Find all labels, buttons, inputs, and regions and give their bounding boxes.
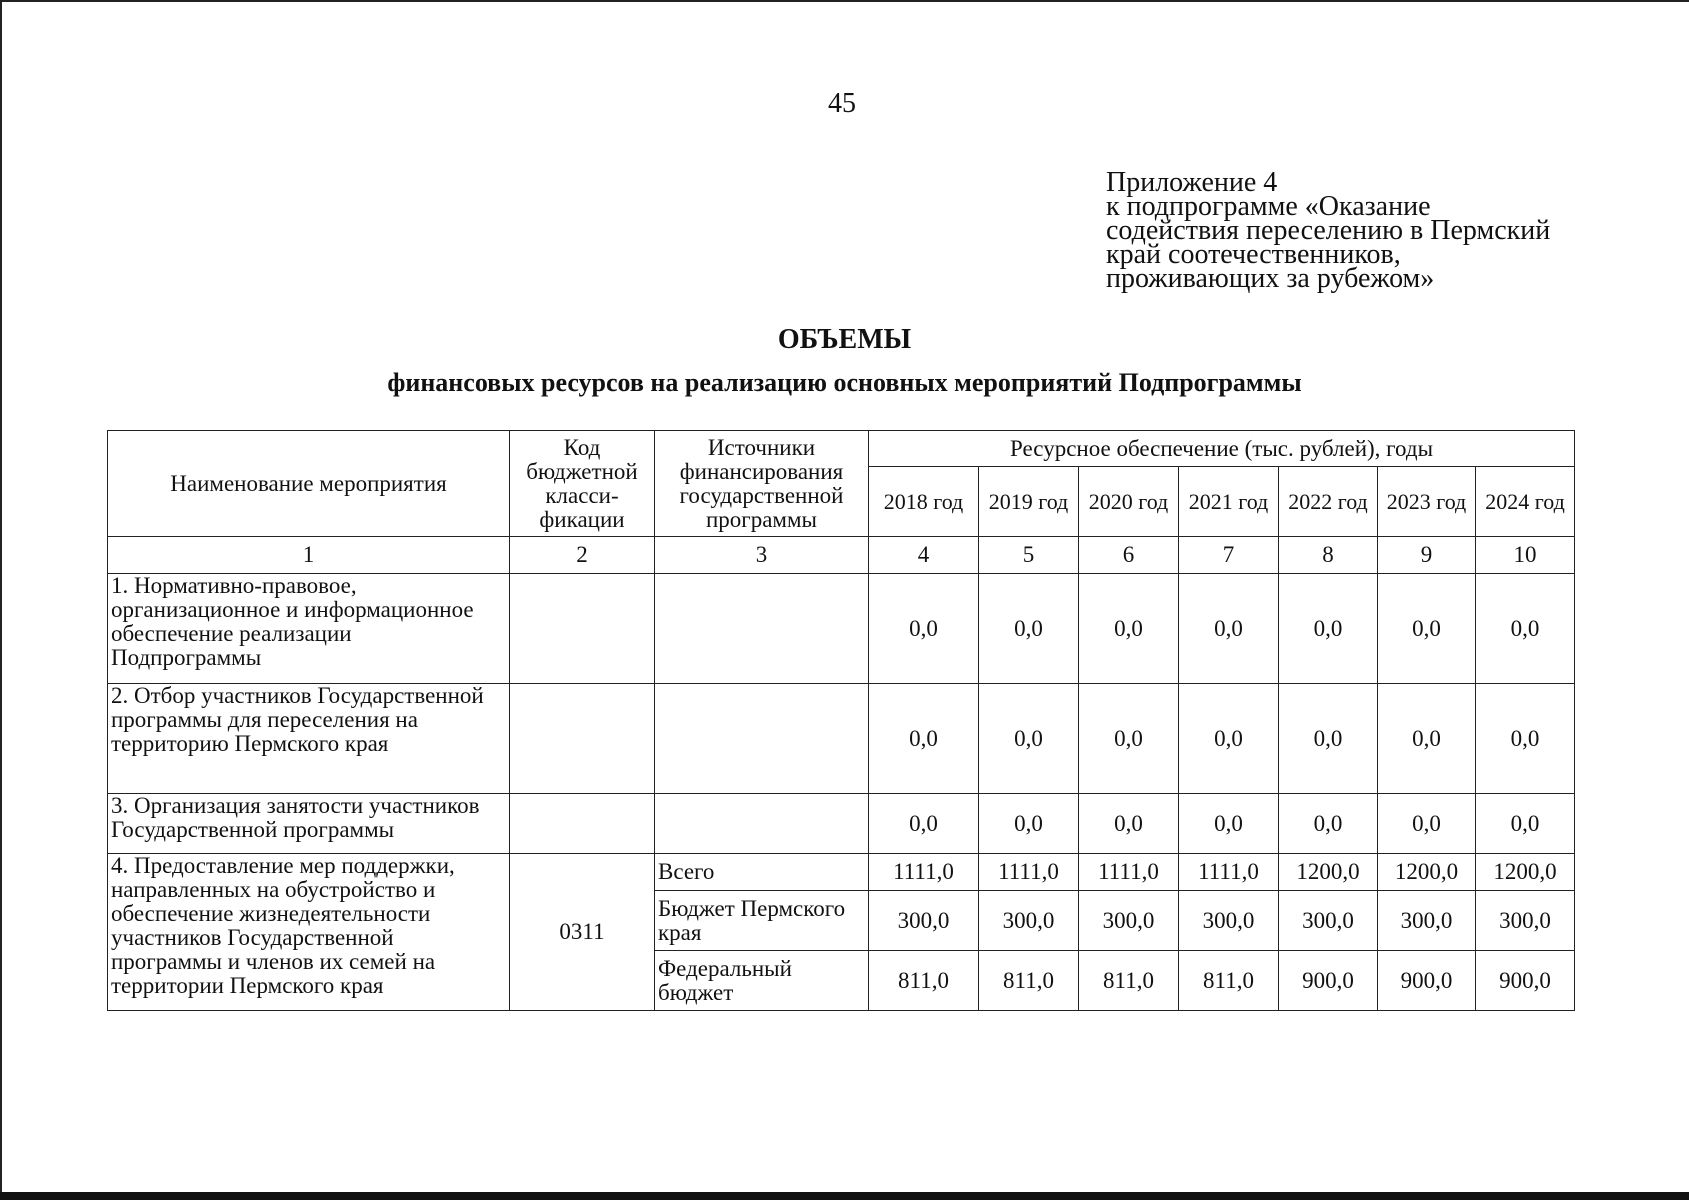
- value-cell: 0,0: [869, 684, 979, 794]
- value-cell: 0,0: [979, 684, 1079, 794]
- column-number: 4: [869, 537, 979, 574]
- value-cell: 811,0: [869, 951, 979, 1011]
- column-number: 10: [1476, 537, 1575, 574]
- value-cell: 0,0: [979, 794, 1079, 854]
- value-cell: 0,0: [1179, 574, 1279, 684]
- header-year: 2024 год: [1476, 467, 1575, 537]
- document-title: ОБЪЕМЫ: [777, 324, 912, 355]
- value-cell: 0,0: [1378, 684, 1476, 794]
- header-year: 2022 год: [1279, 467, 1378, 537]
- value-cell: 0,0: [869, 794, 979, 854]
- budget-code: [510, 794, 655, 854]
- activity-name: 4. Предоставление мер поддержки, направленных на обустройство и обеспечение жизнедеятельности участников Государственной программы и членов их семей на территории Пермского края: [108, 854, 510, 1011]
- value-cell: 300,0: [1179, 891, 1279, 951]
- value-cell: 0,0: [1279, 794, 1378, 854]
- column-number: 8: [1279, 537, 1378, 574]
- funding-source: Федеральный бюджет: [655, 951, 869, 1011]
- table-row: [108, 794, 1575, 854]
- value-cell: 300,0: [1476, 891, 1575, 951]
- table-row: [108, 574, 1575, 684]
- activity-name: 3. Организация занятости участников Государственной программы: [108, 794, 510, 854]
- value-cell: 1111,0: [1079, 854, 1179, 891]
- value-cell: 0,0: [1079, 794, 1179, 854]
- value-cell: 300,0: [1378, 891, 1476, 951]
- value-cell: 0,0: [1179, 794, 1279, 854]
- column-number: 2: [510, 537, 655, 574]
- value-cell: 300,0: [1279, 891, 1378, 951]
- funding-source: [655, 794, 869, 854]
- budget-code: [510, 574, 655, 684]
- value-cell: 300,0: [979, 891, 1079, 951]
- financial-resources-table: [107, 430, 1575, 1011]
- value-cell: 0,0: [1279, 574, 1378, 684]
- appendix-line: Приложение 4: [1106, 167, 1278, 198]
- value-cell: 0,0: [1279, 684, 1378, 794]
- scan-edge-top: [0, 0, 1689, 2]
- budget-code: 0311: [510, 854, 655, 1011]
- header-year: 2023 год: [1378, 467, 1476, 537]
- column-number: 5: [979, 537, 1079, 574]
- funding-source: [655, 684, 869, 794]
- value-cell: 0,0: [1079, 684, 1179, 794]
- header-code: Код бюджетной класси-фикации: [510, 431, 655, 537]
- appendix-note: [1106, 167, 1606, 294]
- value-cell: 0,0: [1179, 684, 1279, 794]
- value-cell: 1111,0: [1179, 854, 1279, 891]
- funding-source: [655, 574, 869, 684]
- value-cell: 900,0: [1378, 951, 1476, 1011]
- page-number: 45: [828, 88, 856, 119]
- value-cell: 0,0: [1476, 574, 1575, 684]
- header-source: Источники финансирования государственной программы: [655, 431, 869, 537]
- scan-edge-bottom: [0, 1192, 1689, 1200]
- column-number: 3: [655, 537, 869, 574]
- column-number: 1: [108, 537, 510, 574]
- value-cell: 0,0: [1378, 574, 1476, 684]
- header-year: 2018 год: [869, 467, 979, 537]
- header-name: Наименование мероприятия: [108, 431, 510, 537]
- header-year: 2020 год: [1079, 467, 1179, 537]
- value-cell: 900,0: [1279, 951, 1378, 1011]
- header-year: 2019 год: [979, 467, 1079, 537]
- value-cell: 1200,0: [1279, 854, 1378, 891]
- value-cell: 0,0: [1079, 574, 1179, 684]
- appendix-line: к подпрограмме «Оказание: [1106, 191, 1431, 222]
- appendix-line: проживающих за рубежом»: [1106, 263, 1435, 294]
- value-cell: 811,0: [1179, 951, 1279, 1011]
- table-row: [108, 854, 1575, 891]
- funding-source: Всего: [655, 854, 869, 891]
- value-cell: 1111,0: [869, 854, 979, 891]
- column-number: 9: [1378, 537, 1476, 574]
- appendix-line: край соотечественников,: [1106, 239, 1401, 270]
- funding-source: Бюджет Пермского края: [655, 891, 869, 951]
- value-cell: 1111,0: [979, 854, 1079, 891]
- column-number: 7: [1179, 537, 1279, 574]
- value-cell: 900,0: [1476, 951, 1575, 1011]
- value-cell: 0,0: [1378, 794, 1476, 854]
- value-cell: 1200,0: [1378, 854, 1476, 891]
- header-resource: Ресурсное обеспечение (тыс. рублей), годы: [869, 431, 1575, 467]
- value-cell: 0,0: [869, 574, 979, 684]
- value-cell: 0,0: [979, 574, 1079, 684]
- value-cell: 811,0: [1079, 951, 1179, 1011]
- column-number: 6: [1079, 537, 1179, 574]
- value-cell: 0,0: [1476, 794, 1575, 854]
- appendix-line: содействия переселению в Пермский: [1106, 215, 1551, 246]
- table-row: [108, 684, 1575, 794]
- value-cell: 300,0: [869, 891, 979, 951]
- document-subtitle: финансовых ресурсов на реализацию основных мероприятий Подпрограммы: [387, 368, 1302, 397]
- activity-name: 1. Нормативно-правовое, организационное и информационное обеспечение реализации Подпрограммы: [108, 574, 510, 684]
- value-cell: 811,0: [979, 951, 1079, 1011]
- header-year: 2021 год: [1179, 467, 1279, 537]
- scan-edge-left: [0, 0, 2, 1200]
- budget-code: [510, 684, 655, 794]
- value-cell: 300,0: [1079, 891, 1179, 951]
- value-cell: 0,0: [1476, 684, 1575, 794]
- activity-name: 2. Отбор участников Государственной программы для переселения на территорию Пермского края: [108, 684, 510, 794]
- value-cell: 1200,0: [1476, 854, 1575, 891]
